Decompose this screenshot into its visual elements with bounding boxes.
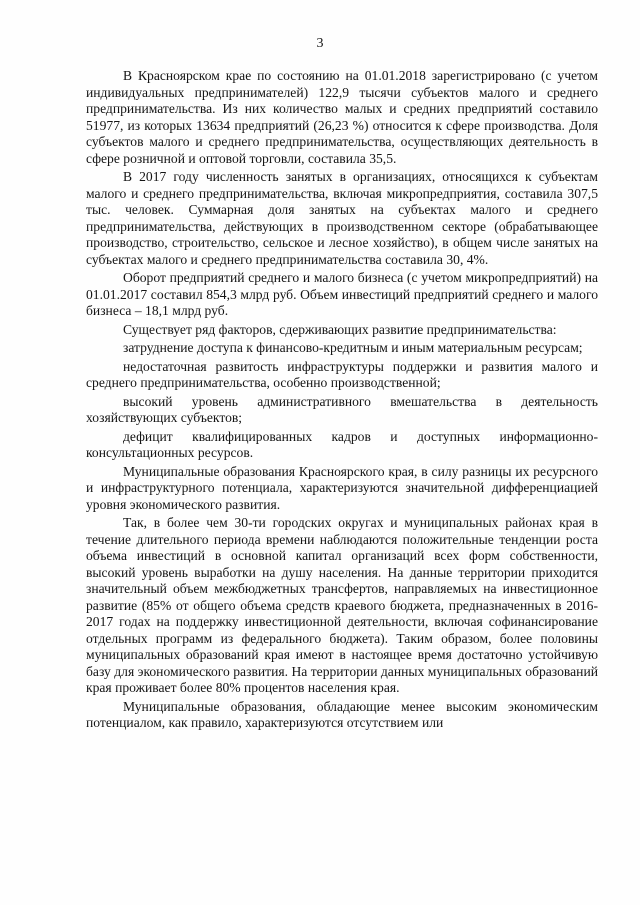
- document-body: [86, 68, 598, 732]
- paragraph-municipal-differentiation: Муниципальные образования Красноярского края, в силу разницы их ресурсного и инфраструктурного потенциала, характеризуются значительной дифференциацией уровня экономического развития.: [86, 463, 598, 512]
- list-item-infrastructure: недостаточная развитость инфраструктуры поддержки и развития малого и среднего предпринимательства, особенно производственной;: [86, 358, 598, 390]
- paragraph-employment-2017: В 2017 году численность занятых в организациях, относящихся к субъектам малого и среднего предпринимательства, включая микропредприятия, составила 307,5 тыс. человек. Суммарная доля занятых на субъектах малого и среднего предпринимательства, действующих в производственном секторе (обрабатывающее производство, строительство, сельское и лесное хозяйство), в общем числе занятых на субъектах малого и среднего предпринимательства составила 30, 4%.: [86, 169, 598, 267]
- paragraph-investment-trends: Так, в более чем 30-ти городских округах и муниципальных районах края в течение длительного периода времени наблюдаются положительные тенденции роста объема инвестиций в основной капитал организаций всех форм собственности, высокий уровень выработки на душу населения. На данные территории приходится значительный объем межбюджетных трансфертов, направляемых на инвестиционное развитие (85% от общего объема средств краевого бюджета, предназначенных в 2016-2017 годах на поддержку инвестиционной деятельности, включая софинансирование отдельных программ из федерального бюджета). Таким образом, более половины муниципальных образований края имеют в настоящее время достаточно устойчивую базу для экономического развития. На территории данных муниципальных образований края проживает более 80% процентов населения края.: [86, 515, 598, 695]
- paragraph-lower-potential: Муниципальные образования, обладающие менее высоким экономическим потенциалом, как правило, характеризуются отсутствием или: [86, 698, 598, 730]
- paragraph-registered-smes: В Красноярском крае по состоянию на 01.01.2018 зарегистрировано (с учетом индивидуальных предпринимателей) 122,9 тысячи субъектов малого и среднего предпринимательства. Из них количество малых и средних предприятий составило 51977, из которых 13634 предприятий (26,23 %) относится к сфере производства. Доля субъектов малого и среднего предпринимательства, осуществляющих деятельность в сфере розничной и оптовой торговли, составила 35,5.: [86, 68, 598, 166]
- paragraph-constraining-factors: Существует ряд факторов, сдерживающих развитие предпринимательства:: [123, 321, 557, 337]
- list-item-staff-deficit: дефицит квалифицированных кадров и доступных информационно-консультационных ресурсов.: [86, 428, 598, 460]
- list-item-credit-access: затруднение доступа к финансово-кредитным и иным материальным ресурсам;: [123, 340, 583, 355]
- paragraph-turnover: Оборот предприятий среднего и малого бизнеса (с учетом микропредприятий) на 01.01.2017 составил 854,3 млрд руб. Объем инвестиций предприятий среднего и малого бизнеса – 18,1 млрд руб.: [86, 270, 598, 318]
- page-number: 3: [316, 36, 324, 51]
- list-item-administrative-interference: высокий уровень административного вмешательства в деятельность хозяйствующих субъектов;: [86, 393, 598, 425]
